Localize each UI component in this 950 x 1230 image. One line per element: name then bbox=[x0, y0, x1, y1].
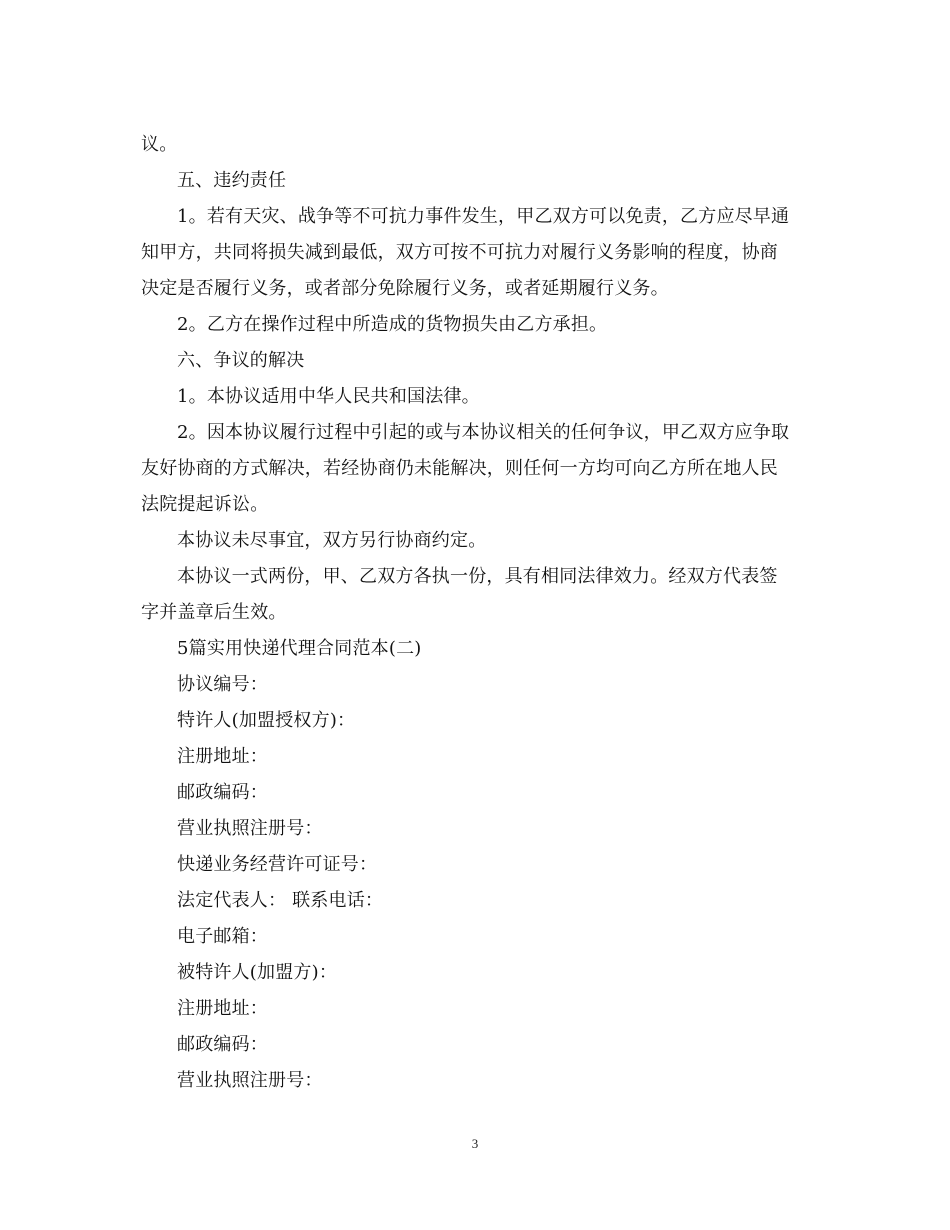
text-line: 快递业务经营许可证号： bbox=[177, 854, 378, 875]
text-line: 特许人(加盟授权方)： bbox=[177, 710, 356, 731]
text-line: 营业执照注册号： bbox=[177, 818, 323, 839]
text-line: 法院提起诉讼。 bbox=[141, 494, 269, 515]
text-line: 1。若有天灾、战争等不可抗力事件发生，甲乙双方可以免责，乙方应尽早通 bbox=[177, 206, 790, 227]
text-line: 本协议一式两份，甲、乙双方各执一份，具有相同法律效力。经双方代表签 bbox=[177, 566, 778, 587]
text-line: 2。因本协议履行过程中引起的或与本协议相关的任何争议，甲乙双方应争取 bbox=[177, 422, 790, 443]
text-line: 被特许人(加盟方)： bbox=[177, 962, 338, 983]
text-line: 本协议未尽事宜，双方另行协商约定。 bbox=[177, 530, 487, 551]
text-line: 注册地址： bbox=[177, 998, 268, 1019]
text-line: 议。 bbox=[141, 134, 178, 155]
text-line: 六、争议的解决 bbox=[177, 350, 305, 371]
text-line: 营业执照注册号： bbox=[177, 1070, 323, 1091]
page-number: 3 bbox=[471, 1136, 479, 1151]
text-line: 邮政编码： bbox=[177, 1034, 268, 1055]
text-line: 5篇实用快递代理合同范本(二) bbox=[177, 638, 422, 659]
text-line: 协议编号： bbox=[177, 674, 268, 695]
text-line: 友好协商的方式解决，若经协商仍未能解决，则任何一方均可向乙方所在地人民 bbox=[141, 458, 778, 479]
text-line: 1。本协议适用中华人民共和国法律。 bbox=[177, 386, 480, 407]
text-line: 注册地址： bbox=[177, 746, 268, 767]
text-line: 决定是否履行义务，或者部分免除履行义务，或者延期履行义务。 bbox=[141, 278, 669, 299]
text-line: 字并盖章后生效。 bbox=[141, 602, 287, 623]
text-line: 法定代表人： 联系电话： bbox=[177, 890, 384, 911]
text-line: 知甲方，共同将损失减到最低，双方可按不可抗力对履行义务影响的程度，协商 bbox=[141, 242, 778, 263]
text-line: 2。乙方在操作过程中所造成的货物损失由乙方承担。 bbox=[177, 314, 608, 335]
text-line: 邮政编码： bbox=[177, 782, 268, 803]
text-line: 电子邮箱： bbox=[177, 926, 268, 947]
text-line: 五、违约责任 bbox=[177, 170, 287, 191]
document-body bbox=[141, 127, 811, 1099]
